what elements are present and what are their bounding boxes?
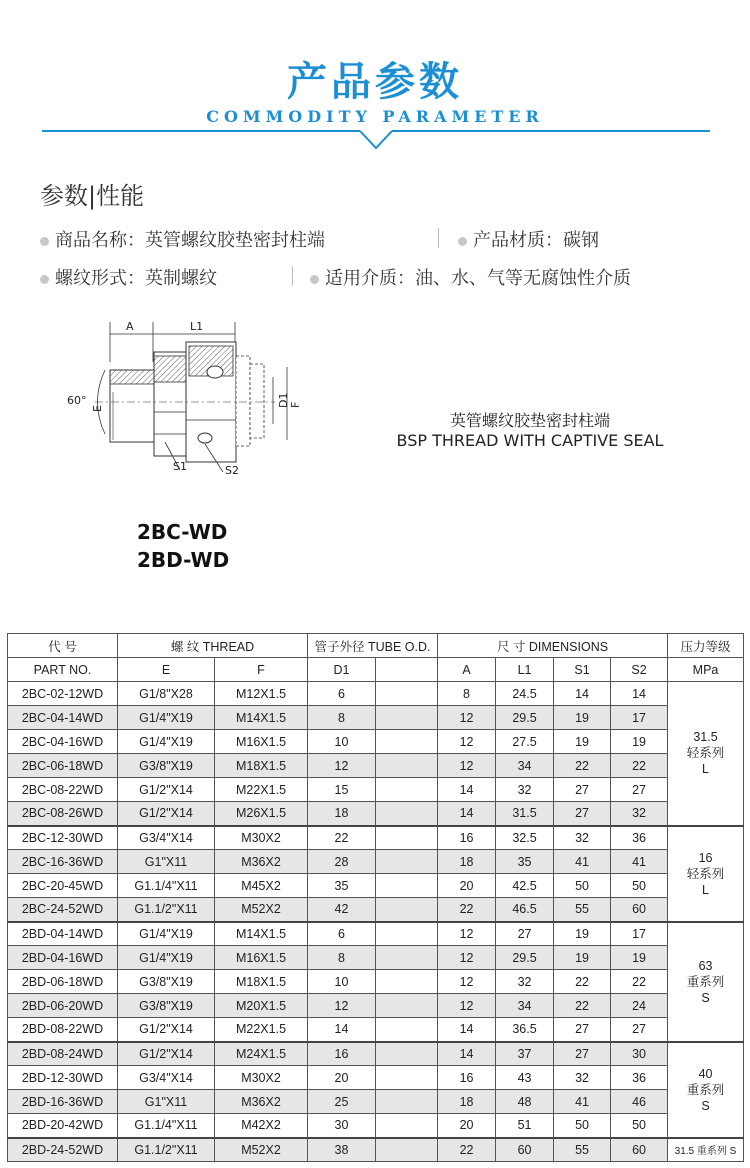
bullet-icon [310,275,319,284]
cell-dim-s1: 50 [554,1114,611,1138]
cell-dim-s2: 24 [611,994,668,1018]
cell-thread-f: M45X2 [215,874,308,898]
cell-dim-s2: 17 [611,922,668,946]
header-s2: S2 [611,658,668,682]
cell-thread-e: G1/2"X14 [118,1018,215,1042]
cell-tube-blank [376,994,438,1018]
cell-part-no: 2BD-04-14WD [8,922,118,946]
header-pressure: 压力等级 [668,634,744,658]
cell-dim-s2: 19 [611,730,668,754]
table-row [8,1066,744,1090]
cell-part-no: 2BC-04-14WD [8,706,118,730]
cell-thread-e: G3/4"X14 [118,1066,215,1090]
pressure-value: 31.5 [693,730,718,745]
cell-tube-blank [376,1138,438,1162]
cell-part-no: 2BD-08-22WD [8,1018,118,1042]
header-dimensions: 尺 寸 DIMENSIONS [438,634,668,658]
cell-dim-s2: 19 [611,946,668,970]
cell-thread-f: M18X1.5 [215,754,308,778]
cell-dim-a: 12 [438,922,496,946]
table-row [8,994,744,1018]
cell-part-no: 2BC-24-52WD [8,898,118,922]
cell-part-no: 2BC-08-22WD [8,778,118,802]
cell-thread-e: G1.1/2"X11 [118,898,215,922]
cell-dim-l1: 32 [496,778,554,802]
cell-tube-blank [376,682,438,706]
cell-thread-f: M52X2 [215,1138,308,1162]
pressure-code: S [701,990,710,1005]
header-tube: 管子外径 TUBE O.D. [308,634,438,658]
cell-thread-f: M30X2 [215,1066,308,1090]
cell-dim-s1: 41 [554,1090,611,1114]
cell-thread-e: G1.1/4"X11 [118,874,215,898]
cell-dim-a: 22 [438,898,496,922]
cell-dim-s1: 55 [554,898,611,922]
cell-part-no: 2BC-08-26WD [8,802,118,826]
cell-thread-e: G1"X11 [118,850,215,874]
cell-dim-s1: 27 [554,1018,611,1042]
cell-tube-d1: 28 [308,850,376,874]
cell-tube-blank [376,1066,438,1090]
cell-dim-s2: 32 [611,802,668,826]
cell-part-no: 2BD-06-18WD [8,970,118,994]
cell-part-no: 2BC-02-12WD [8,682,118,706]
info-item-thread: 螺纹形式：英制螺纹 [40,264,217,290]
cell-dim-s1: 32 [554,826,611,850]
cell-thread-e: G1/4"X19 [118,730,215,754]
table-row [8,922,744,946]
cell-dim-s2: 30 [611,1042,668,1066]
pressure-code: S [701,1098,710,1113]
cell-tube-blank [376,826,438,850]
pressure-value: 40 [698,1066,713,1081]
cell-dim-a: 20 [438,874,496,898]
description-en: BSP THREAD WITH CAPTIVE SEAL [396,431,664,450]
cell-tube-blank [376,730,438,754]
page-subtitle: COMMODITY PARAMETER [195,107,555,126]
cell-thread-f: M22X1.5 [215,778,308,802]
label-angle: 60° [67,394,87,407]
cell-tube-d1: 22 [308,826,376,850]
cell-thread-e: G1.1/4"X11 [118,1114,215,1138]
cell-part-no: 2BD-16-36WD [8,1090,118,1114]
pressure-code: L [702,882,709,897]
cell-tube-blank [376,946,438,970]
cell-dim-s2: 50 [611,1114,668,1138]
cell-pressure: 31.5 重系列 S [668,1138,744,1162]
table-row [8,1138,744,1162]
cell-part-no: 2BC-12-30WD [8,826,118,850]
cell-tube-blank [376,1042,438,1066]
cell-dim-l1: 34 [496,754,554,778]
cell-dim-a: 18 [438,1090,496,1114]
cell-dim-s2: 46 [611,1090,668,1114]
cell-part-no: 2BD-08-24WD [8,1042,118,1066]
cell-dim-a: 14 [438,1042,496,1066]
cell-tube-blank [376,1090,438,1114]
cell-dim-s1: 27 [554,802,611,826]
cell-thread-e: G3/8"X19 [118,754,215,778]
cell-thread-e: G1/4"X19 [118,706,215,730]
cell-thread-f: M14X1.5 [215,922,308,946]
info-row-2 [40,264,720,292]
cell-thread-f: M22X1.5 [215,1018,308,1042]
cell-pressure [668,922,744,1042]
header-mpa: MPa [668,658,744,682]
cell-dim-s1: 41 [554,850,611,874]
cell-tube-d1: 18 [308,802,376,826]
cell-dim-a: 16 [438,1066,496,1090]
table-row [8,826,744,850]
cell-thread-f: M52X2 [215,898,308,922]
model-code: 2BC-WD [137,520,228,544]
table-row [8,682,744,706]
cell-tube-d1: 15 [308,778,376,802]
header-code: 代 号 [8,634,118,658]
info-row-1 [40,226,720,254]
header-s1: S1 [554,658,611,682]
cell-thread-e: G1/8"X28 [118,682,215,706]
cell-dim-l1: 27 [496,922,554,946]
spec-table [7,633,744,1162]
table-row [8,898,744,922]
pressure-series: 重系列 [686,1082,725,1097]
cell-thread-e: G3/8"X19 [118,994,215,1018]
cell-dim-a: 12 [438,730,496,754]
cell-thread-e: G1/2"X14 [118,778,215,802]
cell-thread-e: G3/4"X14 [118,826,215,850]
cell-thread-e: G1/2"X14 [118,1042,215,1066]
pressure-series: 重系列 [686,974,725,989]
cell-pressure [668,826,744,922]
cell-pressure [668,1042,744,1138]
cell-dim-l1: 34 [496,994,554,1018]
cell-thread-f: M36X2 [215,1090,308,1114]
cell-dim-l1: 29.5 [496,706,554,730]
info-item-name: 商品名称：英管螺纹胶垫密封柱端 [40,226,325,252]
label-l1: L1 [190,320,204,333]
cell-part-no: 2BD-24-52WD [8,1138,118,1162]
cell-tube-d1: 10 [308,730,376,754]
table-row [8,802,744,826]
cell-dim-s2: 36 [611,1066,668,1090]
cell-thread-f: M16X1.5 [215,730,308,754]
header-d1: D1 [308,658,376,682]
divider [292,266,293,286]
cell-dim-a: 14 [438,778,496,802]
cell-part-no: 2BC-20-45WD [8,874,118,898]
cell-tube-blank [376,778,438,802]
cell-thread-f: M12X1.5 [215,682,308,706]
cell-dim-a: 12 [438,994,496,1018]
label-a: A [126,320,134,333]
table-row [8,754,744,778]
cell-part-no: 2BC-06-18WD [8,754,118,778]
cell-dim-a: 22 [438,1138,496,1162]
cell-dim-l1: 31.5 [496,802,554,826]
cell-dim-a: 18 [438,850,496,874]
header-blank [376,658,438,682]
spec-table-body [8,682,744,1162]
cell-tube-blank [376,754,438,778]
cell-dim-s2: 14 [611,682,668,706]
cell-thread-e: G1/4"X19 [118,922,215,946]
cell-tube-d1: 25 [308,1090,376,1114]
section-heading: 参数|性能 [40,182,145,210]
header-f: F [215,658,308,682]
cell-dim-l1: 43 [496,1066,554,1090]
table-row [8,850,744,874]
cell-dim-s2: 36 [611,826,668,850]
cell-tube-blank [376,922,438,946]
cell-tube-blank [376,802,438,826]
table-row [8,730,744,754]
cell-dim-s1: 19 [554,706,611,730]
info-item-medium: 适用介质：油、水、气等无腐蚀性介质 [310,264,631,290]
cell-dim-s1: 27 [554,778,611,802]
cell-tube-d1: 14 [308,1018,376,1042]
cell-dim-s2: 27 [611,1018,668,1042]
label-s2: S2 [225,464,239,477]
cell-pressure [668,682,744,826]
cell-dim-s1: 55 [554,1138,611,1162]
divider [438,228,439,248]
cell-dim-l1: 29.5 [496,946,554,970]
cell-thread-f: M24X1.5 [215,1042,308,1066]
cell-dim-s1: 27 [554,1042,611,1066]
cell-dim-a: 14 [438,1018,496,1042]
cell-part-no: 2BD-04-16WD [8,946,118,970]
cell-tube-blank [376,1114,438,1138]
cell-tube-d1: 6 [308,922,376,946]
page-title: 产品参数 [287,59,463,105]
pressure-series: 轻系列 [686,746,725,761]
cell-tube-d1: 8 [308,706,376,730]
cell-thread-f: M30X2 [215,826,308,850]
cell-part-no: 2BD-12-30WD [8,1066,118,1090]
cell-dim-s1: 14 [554,682,611,706]
cell-tube-blank [376,850,438,874]
cell-dim-s2: 27 [611,778,668,802]
label-e: E [91,405,104,412]
table-row [8,778,744,802]
cell-dim-l1: 42.5 [496,874,554,898]
info-item-material: 产品材质：碳钢 [458,226,599,252]
cell-tube-blank [376,706,438,730]
label-d1: D1 [277,392,290,408]
cell-dim-a: 12 [438,706,496,730]
cell-part-no: 2BC-04-16WD [8,730,118,754]
cell-tube-d1: 12 [308,994,376,1018]
cell-dim-a: 14 [438,802,496,826]
table-row [8,1018,744,1042]
cell-dim-a: 20 [438,1114,496,1138]
pressure-value: 63 [698,958,713,973]
cell-dim-l1: 60 [496,1138,554,1162]
cell-dim-s1: 19 [554,730,611,754]
cell-tube-d1: 12 [308,754,376,778]
header-thread: 螺 纹 THREAD [118,634,308,658]
cell-thread-e: G1"X11 [118,1090,215,1114]
bullet-icon [40,237,49,246]
table-row [8,970,744,994]
cell-dim-s1: 19 [554,922,611,946]
header-e: E [118,658,215,682]
cell-dim-a: 16 [438,826,496,850]
pressure-series: 轻系列 [686,866,725,881]
table-row [8,874,744,898]
cell-tube-blank [376,898,438,922]
cell-dim-s2: 50 [611,874,668,898]
header-part-no: PART NO. [8,658,118,682]
label-f: F [289,401,302,408]
cell-dim-l1: 35 [496,850,554,874]
cell-tube-d1: 35 [308,874,376,898]
cell-tube-d1: 30 [308,1114,376,1138]
cell-thread-e: G3/8"X19 [118,970,215,994]
cell-thread-f: M42X2 [215,1114,308,1138]
cell-dim-s2: 60 [611,1138,668,1162]
cell-dim-l1: 32 [496,970,554,994]
cell-dim-s2: 41 [611,850,668,874]
bullet-icon [458,237,467,246]
cell-dim-s2: 60 [611,898,668,922]
cell-part-no: 2BD-06-20WD [8,994,118,1018]
cell-thread-f: M14X1.5 [215,706,308,730]
cell-thread-e: G1/4"X19 [118,946,215,970]
cell-thread-f: M16X1.5 [215,946,308,970]
header-a: A [438,658,496,682]
cell-dim-s1: 19 [554,946,611,970]
cell-thread-f: M18X1.5 [215,970,308,994]
cell-thread-e: G1.1/2"X11 [118,1138,215,1162]
model-code: 2BD-WD [137,548,230,572]
table-row [8,706,744,730]
cell-dim-s2: 22 [611,754,668,778]
table-row [8,1042,744,1066]
cell-dim-s1: 22 [554,994,611,1018]
cell-dim-l1: 32.5 [496,826,554,850]
cell-tube-d1: 38 [308,1138,376,1162]
cell-tube-d1: 42 [308,898,376,922]
description-cn: 英管螺纹胶垫密封柱端 [449,411,610,430]
cell-dim-l1: 46.5 [496,898,554,922]
cell-dim-s1: 32 [554,1066,611,1090]
cell-dim-l1: 48 [496,1090,554,1114]
cell-dim-l1: 51 [496,1114,554,1138]
cell-dim-s1: 22 [554,754,611,778]
cell-thread-f: M26X1.5 [215,802,308,826]
header-l1: L1 [496,658,554,682]
cell-dim-l1: 36.5 [496,1018,554,1042]
cell-dim-a: 12 [438,970,496,994]
cell-thread-f: M20X1.5 [215,994,308,1018]
table-row [8,1114,744,1138]
bullet-icon [40,275,49,284]
fitting-drawing [55,312,305,492]
cell-dim-l1: 27.5 [496,730,554,754]
pressure-code: L [702,762,709,777]
cell-tube-d1: 6 [308,682,376,706]
cell-part-no: 2BC-16-36WD [8,850,118,874]
cell-dim-s1: 50 [554,874,611,898]
cell-dim-a: 12 [438,754,496,778]
pressure-value: 16 [698,850,713,865]
cell-tube-blank [376,874,438,898]
cell-tube-d1: 8 [308,946,376,970]
cell-tube-d1: 10 [308,970,376,994]
cell-tube-d1: 16 [308,1042,376,1066]
cell-dim-s2: 17 [611,706,668,730]
cell-tube-blank [376,1018,438,1042]
table-row [8,1090,744,1114]
cell-dim-l1: 37 [496,1042,554,1066]
table-row [8,946,744,970]
cell-thread-f: M36X2 [215,850,308,874]
cell-thread-e: G1/2"X14 [118,802,215,826]
cell-tube-d1: 20 [308,1066,376,1090]
cell-dim-a: 8 [438,682,496,706]
cell-dim-l1: 24.5 [496,682,554,706]
cell-dim-s1: 22 [554,970,611,994]
cell-dim-s2: 22 [611,970,668,994]
cell-part-no: 2BD-20-42WD [8,1114,118,1138]
label-s1: S1 [173,460,187,473]
cell-tube-blank [376,970,438,994]
cell-dim-a: 12 [438,946,496,970]
